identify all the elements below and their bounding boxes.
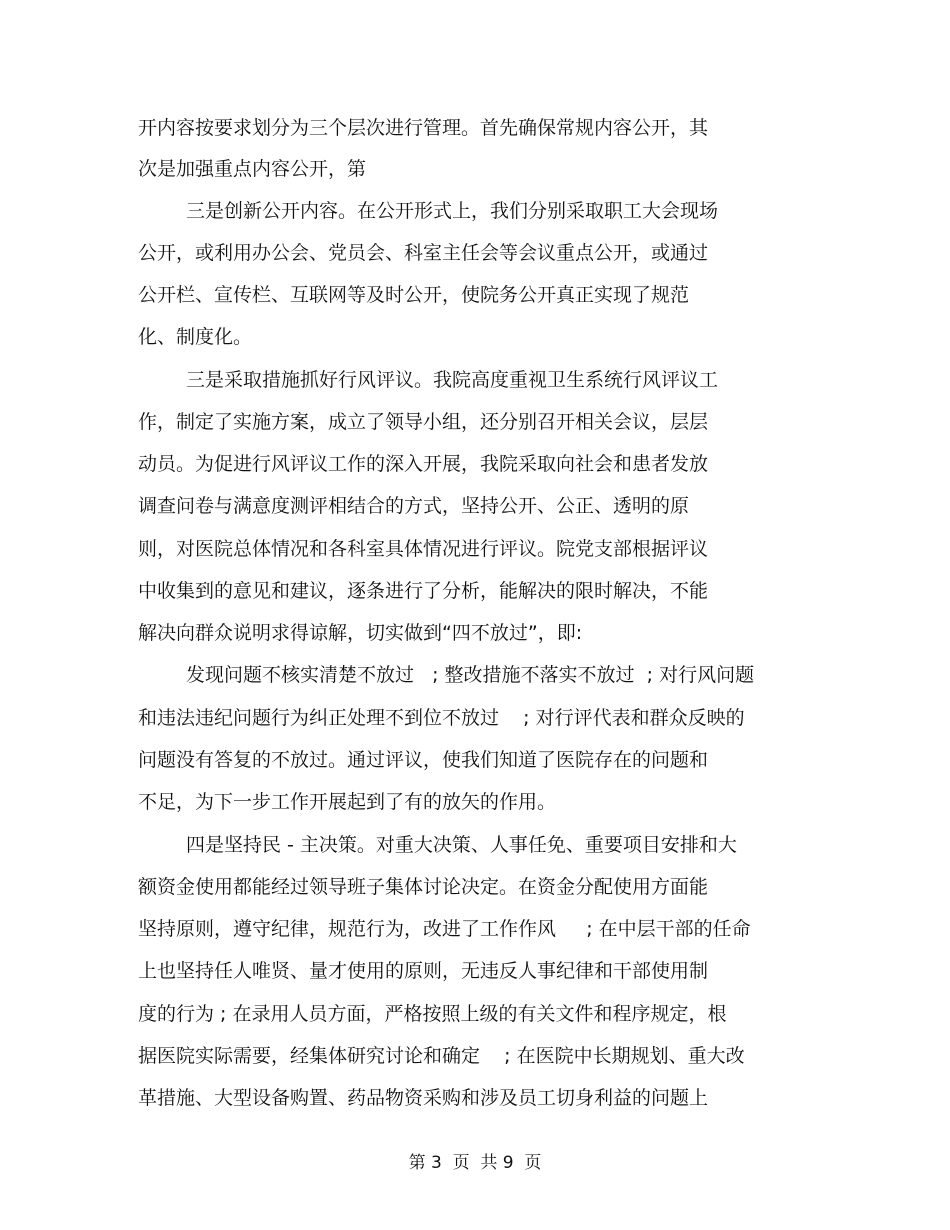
text-line: 度的行为 ; 在录用人员方面，严格按照上级的有关文件和程序规定，根 [138,1003,727,1025]
text-line: 动员。为促进行风评议工作的深入开展，我院采取向社会和患者发放 [138,453,709,475]
text-line: 解决向群众说明求得谅解，切实做到“四不放过”，即: [138,622,583,644]
text-line: 三是采取措施抓好行风评议。我院高度重视卫生系统行风评议工 [186,369,719,391]
text-line: 和违法违纪问题行为纠正处理不到位不放过 ; 对行评代表和群众反映的 [138,707,745,729]
text-line: 据医院实际需要，经集体研究讨论和确定 ; 在医院中长期规划、重大改 [138,1045,745,1067]
text-line: 则，对医院总体情况和各科室具体情况进行评议。院党支部根据评议 [138,538,709,560]
text-line: 公开栏、宣传栏、互联网等及时公开，使院务公开真正实现了规范 [138,284,690,306]
text-line: 发现问题不核实清楚不放过 ; 整改措施不落实不放过 ; 对行风问题 [186,664,755,686]
text-line: 额资金使用都能经过领导班子集体讨论决定。在资金分配使用方面能 [138,876,709,898]
text-line: 调查问卷与满意度测评相结合的方式，坚持公开、公正、透明的原 [138,495,690,517]
text-line: 问题没有答复的不放过。通过评议，使我们知道了医院存在的问题和 [138,749,709,771]
text-line: 中收集到的意见和建议，逐条进行了分析，能解决的限时解决，不能 [138,580,709,602]
text-line: 不足，为下一步工作开展起到了有的放矢的作用。 [138,791,557,813]
text-line: 化、制度化。 [138,326,253,348]
text-line: 三是创新公开内容。在公开形式上，我们分别采取职工大会现场 [186,200,719,222]
text-line: 公开，或利用办公会、党员会、科室主任会等会议重点公开，或通过 [138,242,709,264]
text-line: 革措施、大型设备购置、药品物资采购和涉及员工切身利益的问题上 [138,1087,709,1109]
text-line: 坚持原则，遵守纪律，规范行为，改进了工作作风 ; 在中层干部的任命 [138,918,751,940]
text-line: 次是加强重点内容公开，第 [138,158,367,180]
text-line: 作，制定了实施方案，成立了领导小组，还分别召开相关会议，层层 [138,411,709,433]
text-line: 上也坚持任人唯贤、量才使用的原则，无违反人事纪律和干部使用制 [138,960,709,982]
page-number: 第 3 页 共 9 页 [408,1153,542,1173]
text-line: 四是坚持民 - 主决策。对重大决策、人事任免、重要项目安排和大 [186,834,737,856]
text-line: 开内容按要求划分为三个层次进行管理。首先确保常规内容公开，其 [138,117,709,139]
